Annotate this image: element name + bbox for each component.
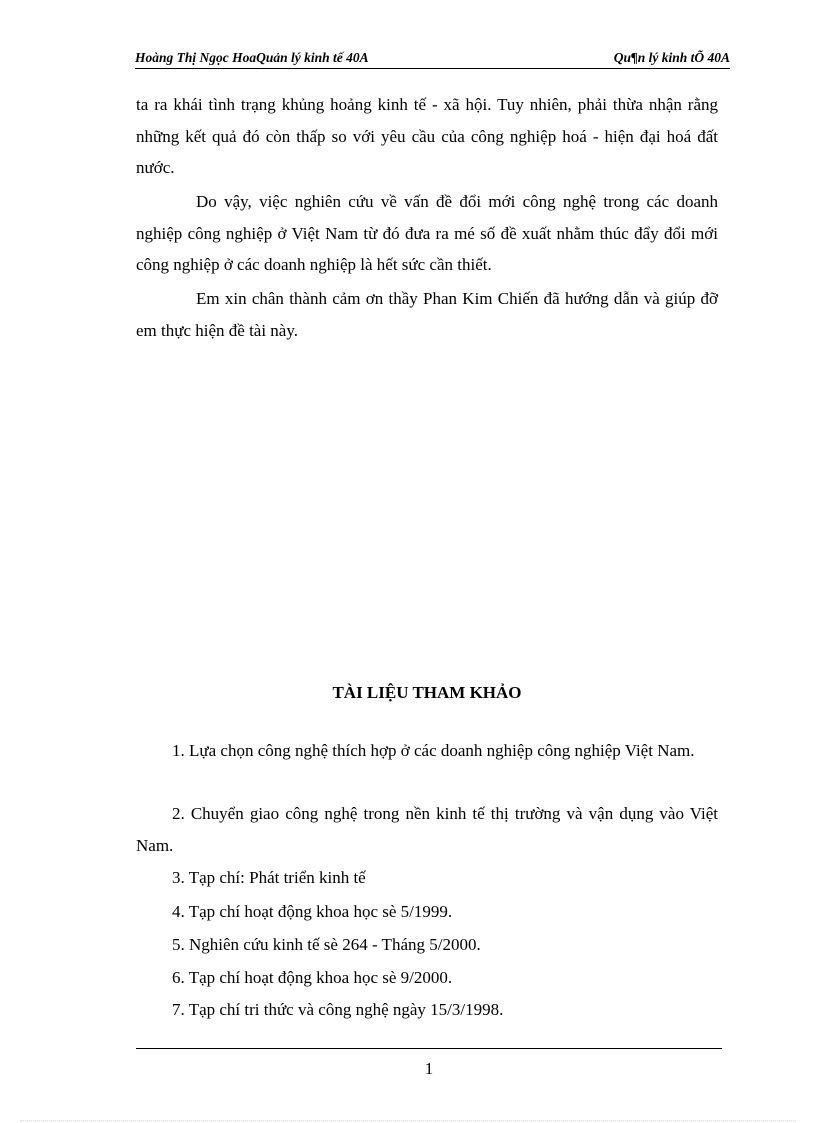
reference-item-3: 3. Tạp chí: Phát triển kinh tế bbox=[172, 868, 366, 887]
reference-item-6: 6. Tạp chí hoạt động khoa học sè 9/2000. bbox=[172, 968, 453, 987]
page-header bbox=[135, 50, 730, 69]
body-paragraph-2: Do vậy, việc nghiên cứu về vấn đề đổi mới công nghệ trong các doanh nghiệp công nghiệp ở Việt Nam từ đó đưa ra mé số đề xuất nhằm thúc đẩy đổi mới công nghiệp ở các doanh nghiệp là hết sức cần thiết. bbox=[136, 192, 718, 274]
reference-item-1: 1. Lựa chọn công nghệ thích hợp ở các doanh nghiệp công nghiệp Việt Nam. bbox=[172, 741, 695, 760]
references-title: TÀI LIỆU THAM KHẢO bbox=[332, 683, 522, 702]
page-bottom-edge bbox=[20, 1120, 796, 1121]
body-paragraph-3: Em xin chân thành cảm ơn thầy Phan Kim Chiến đã hướng dẫn và giúp đỡ em thực hiện đề tài này. bbox=[136, 289, 718, 340]
body-paragraph-1: ta ra khái tình trạng khủng hoảng kinh tế - xã hội. Tuy nhiên, phải thừa nhận rằng những kết quả đó còn thấp so với yêu cầu của công nghiệp hoá - hiện đại hoá đất nước. bbox=[136, 95, 718, 177]
page-number: 1 bbox=[424, 1059, 434, 1078]
reference-item-2: 2. Chuyển giao công nghệ trong nền kinh tế thị trường và vận dụng vào Việt Nam. bbox=[136, 804, 718, 855]
header-left-text: Hoàng Thị Ngọc HoaQuản lý kinh tế 40A bbox=[135, 50, 369, 65]
footer-divider bbox=[136, 1048, 722, 1049]
reference-item-4: 4. Tạp chí hoạt động khoa học sè 5/1999. bbox=[172, 902, 453, 921]
header-right-text: Qu¶n lý kinh tÕ 40A bbox=[613, 50, 730, 65]
reference-item-7: 7. Tạp chí tri thức và công nghệ ngày 15/3/1998. bbox=[172, 1000, 504, 1019]
reference-item-5: 5. Nghiên cứu kinh tế sè 264 - Tháng 5/2000. bbox=[172, 935, 481, 954]
